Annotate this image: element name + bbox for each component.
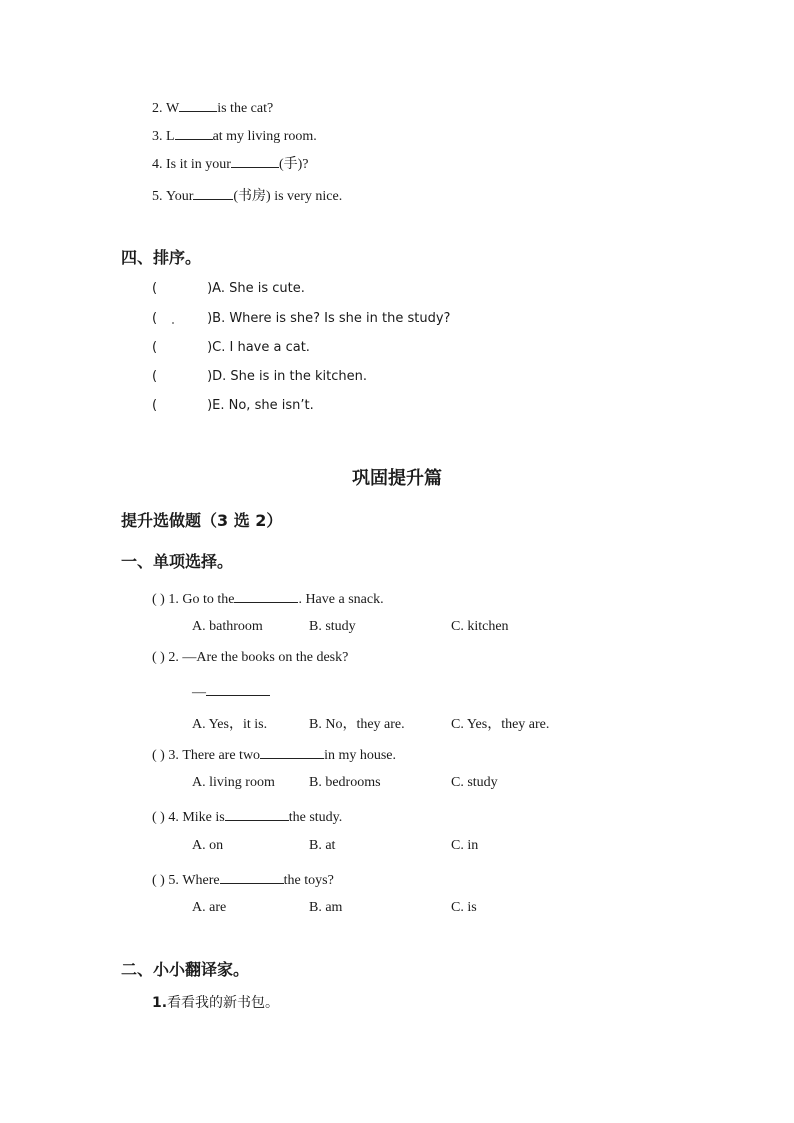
answer-paren-open[interactable]: ( [152,369,158,384]
ordering-item-d [152,369,367,384]
question-text-before: Mike is [182,810,225,825]
option-a[interactable]: A. Yes，it is. [192,717,268,732]
fill-in-item-5 [152,185,342,205]
stray-dot [172,322,174,324]
answer-paren[interactable]: ( ) [152,810,165,825]
question-text-before: —Are the books on the desk? [182,650,349,665]
answer-blank[interactable] [175,125,213,140]
ordering-item-a [152,281,305,296]
item-text-before: Your [166,189,194,204]
item-number: 4. [152,157,163,172]
question-text-after: . Have a snack. [298,592,384,607]
answer-paren-open[interactable]: ( [152,281,158,296]
answer-line [192,681,270,701]
question-text-after: the study. [288,810,343,825]
answer-paren[interactable]: ( ) [152,650,165,665]
answer-paren-open[interactable]: ( [152,311,158,326]
question-text-after: the toys? [283,873,334,888]
question-number: 5. [168,873,179,888]
answer-blank [260,744,324,759]
option-b[interactable]: B. bedrooms [309,775,381,790]
question-number: 1. [168,592,179,607]
answer-blank [234,588,298,603]
answer-dash: — [192,685,206,700]
option-a[interactable]: A. on [192,838,224,853]
option-c[interactable]: C. Yes，they are. [451,717,550,732]
section-heading-translation: 二、小小翻译家。 [121,960,250,979]
item-text-before: W [166,101,180,116]
item-number: 1. [152,995,168,1011]
choice-question-4 [152,806,342,826]
option-c[interactable]: C. is [451,900,477,915]
choice-question-2 [152,650,348,666]
section-heading-single-choice: 一、单项选择。 [121,552,234,571]
answer-blank[interactable] [193,185,233,200]
item-text-after: at my living room. [212,129,317,144]
ordering-item-text: )E. No, she isn’t. [207,398,314,413]
question-number: 3. [168,748,179,763]
answer-paren[interactable]: ( ) [152,592,165,607]
question-text-after: in my house. [324,748,397,763]
fill-in-item-2 [152,97,273,117]
item-text-before: L [166,129,175,144]
ordering-item-e [152,398,314,413]
ordering-item-text: )A. She is cute. [207,281,305,296]
option-b[interactable]: B. study [309,619,356,634]
choice-question-3 [152,744,396,764]
translation-item-1 [152,992,279,1012]
part-subtitle: 提升选做题（3 选 2） [121,511,283,530]
option-b[interactable]: B. No，they are. [309,717,405,732]
item-text-before: Is it in your [166,157,231,172]
option-c[interactable]: C. kitchen [451,619,509,634]
option-a[interactable]: A. living room [192,775,275,790]
item-text-after: (书房) is very nice. [233,189,343,204]
option-c[interactable]: C. in [451,838,479,853]
answer-paren-open[interactable]: ( [152,340,158,355]
fill-in-item-4 [152,153,309,173]
section-heading-ordering: 四、排序。 [121,248,202,267]
choice-question-1 [152,588,384,608]
option-a[interactable]: A. are [192,900,227,915]
translation-item-text: 看看我的新书包。 [167,995,280,1011]
answer-paren-open[interactable]: ( [152,398,158,413]
answer-blank[interactable] [231,153,279,168]
ordering-item-text: )C. I have a cat. [207,340,310,355]
option-c[interactable]: C. study [451,775,498,790]
ordering-item-c [152,340,310,355]
item-number: 2. [152,101,163,116]
option-b[interactable]: B. am [309,900,343,915]
answer-blank[interactable] [179,97,217,112]
answer-blank [206,681,270,696]
item-number: 5. [152,189,163,204]
option-a[interactable]: A. bathroom [192,619,263,634]
choice-question-5 [152,869,334,889]
answer-blank [220,869,284,884]
part-title: 巩固提升篇 [352,468,442,489]
answer-paren[interactable]: ( ) [152,873,165,888]
ordering-item-b [152,311,450,326]
option-b[interactable]: B. at [309,838,336,853]
question-text-before: Go to the [182,592,235,607]
item-text-after: is the cat? [217,101,274,116]
ordering-item-text: )D. She is in the kitchen. [207,369,368,384]
item-number: 3. [152,129,163,144]
answer-blank [225,806,289,821]
question-text-before: There are two [182,748,261,763]
ordering-item-text: )B. Where is she? Is she in the study? [207,311,451,326]
item-text-after: (手)? [278,157,309,172]
fill-in-item-3 [152,125,317,145]
question-number: 2. [168,650,179,665]
answer-paren[interactable]: ( ) [152,748,165,763]
question-text-before: Where [182,873,220,888]
question-number: 4. [168,810,179,825]
